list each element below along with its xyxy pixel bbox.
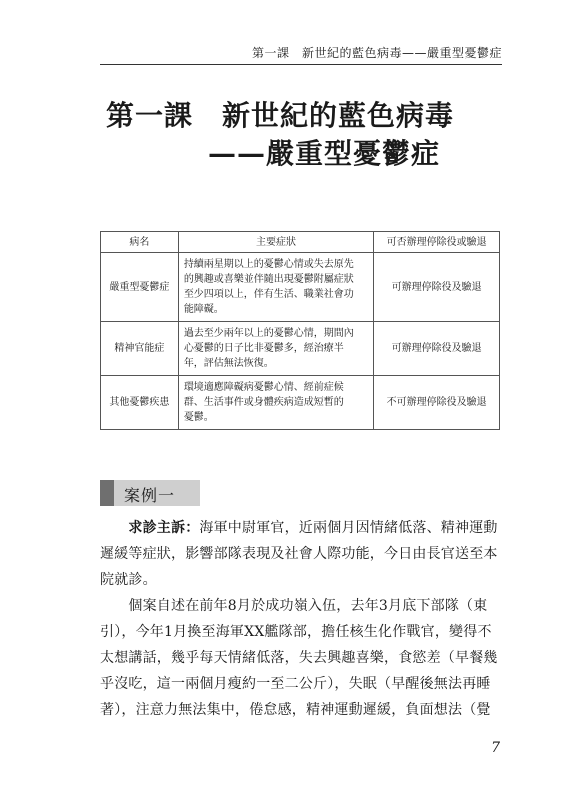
case-history [100,593,500,723]
disease-name: 精神官能症 [101,322,179,376]
eligibility-value: 可辦理停除役及驗退 [374,253,500,322]
eligibility-value: 不可辦理停除役及驗退 [374,376,500,430]
case-chief-complaint [100,515,500,593]
chapter-title: 第一課 新世紀的藍色病毒 [106,99,455,132]
symptom-description [178,322,373,376]
symptom-line: 年，評估無法恢復。 [183,358,274,369]
chapter-subtitle: ——嚴重型憂鬱症 [208,137,441,170]
case-heading-bar [100,480,200,506]
chief-complaint-text: 海軍中尉軍官，近兩個月因情緒低落、精神運動 [199,520,498,536]
paragraph-line: 著），注意力無法集中，倦怠感，精神運動遲緩，負面想法（覺 [100,702,491,718]
table-row [101,322,500,376]
case-heading: 案例一 [124,486,176,505]
table-row [101,376,500,430]
eligibility-value: 可辦理停除役及驗退 [374,322,500,376]
case-heading-tab [100,480,114,506]
symptom-line: 的興趣或喜樂並伴隨出現憂鬱附屬症狀 [183,274,354,285]
symptom-description [178,376,373,430]
paragraph-line [100,515,500,541]
column-header-name: 病名 [101,232,179,253]
paragraph-line: 遲緩等症狀，影響部隊表現及社會人際功能，今日由長官送至本 [100,546,498,562]
paragraph-line: 太想講話，幾乎每天情緒低落，失去興趣喜樂，食慾差（早餐幾 [100,650,498,666]
column-header-symptoms: 主要症狀 [178,232,373,253]
paragraph-line: 個案自述在前年8月於成功嶺入伍，去年3月底下部隊（東 [100,598,488,614]
header-rule [100,64,502,65]
symptom-line: 過去至少兩年以上的憂鬱心情，期間內 [183,328,354,339]
chief-complaint-label: 求診主訴： [128,520,200,536]
symptom-line: 持續兩星期以上的憂鬱心情或失去原先 [183,259,354,270]
symptom-line: 群、生活事件或身體疾病造成短暫的 [183,397,344,408]
table-row [101,253,500,322]
paragraph-line: 院就診。 [100,572,157,588]
column-header-eligibility: 可否辦理停除役或驗退 [374,232,500,253]
table-header-row [101,232,500,253]
paragraph-line: 引），今年1月換至海軍XX艦隊部，擔任核生化作戰官，變得不 [100,624,492,640]
symptom-line: 憂鬱。 [183,412,214,423]
disease-name: 其他憂鬱疾患 [101,376,179,430]
page-number: 7 [491,740,500,756]
symptom-description [178,253,373,322]
running-header: 第一課 新世紀的藍色病毒——嚴重型憂鬱症 [251,46,502,60]
symptom-line: 至少四項以上，伴有生活、職業社會功 [183,289,354,300]
paragraph-line: 乎沒吃，這一兩個月瘦約一至二公斤），失眠（早醒後無法再睡 [100,676,491,692]
symptom-line: 心憂鬱的日子比非憂鬱多，經治療半 [183,343,344,354]
symptom-line: 環境適應障礙病憂鬱心情、經前症候 [183,382,344,393]
symptom-table [100,231,500,430]
disease-name: 嚴重型憂鬱症 [101,253,179,322]
symptom-line: 能障礙。 [183,304,224,315]
